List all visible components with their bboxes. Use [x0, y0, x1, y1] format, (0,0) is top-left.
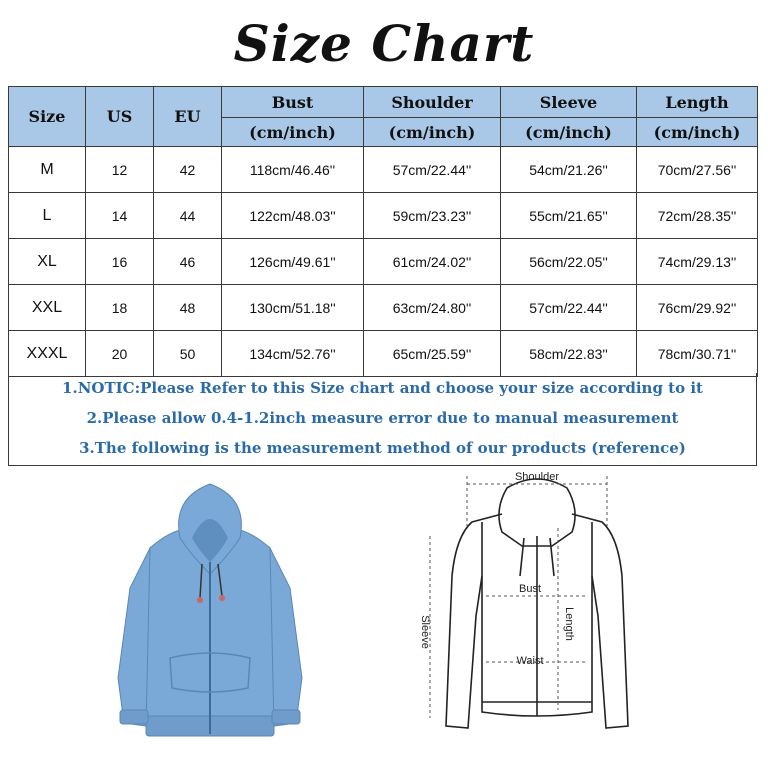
cell-sleeve: 55cm/21.65'' — [501, 193, 637, 239]
label-shoulder: Shoulder — [514, 471, 560, 483]
cell-size: XXL — [9, 285, 86, 331]
cell-bust: 118cm/46.46'' — [222, 147, 364, 193]
header-bust: Bust — [222, 87, 364, 118]
cell-size: XXXL — [9, 331, 86, 377]
cell-sleeve: 58cm/22.83'' — [501, 331, 637, 377]
cell-eu: 48 — [154, 285, 222, 331]
cell-sleeve: 54cm/21.26'' — [501, 147, 637, 193]
cell-length: 76cm/29.92'' — [637, 285, 758, 331]
header-us: US — [86, 87, 154, 147]
measurement-diagram — [412, 466, 662, 756]
header-eu: EU — [154, 87, 222, 147]
cell-us: 12 — [86, 147, 154, 193]
cell-bust: 134cm/52.76'' — [222, 331, 364, 377]
size-table — [8, 86, 758, 377]
cell-bust: 126cm/49.61'' — [222, 239, 364, 285]
table-row — [9, 285, 758, 331]
header-sleeve: Sleeve — [501, 87, 637, 118]
header-unit: (cm/inch) — [364, 118, 501, 147]
cell-shoulder: 61cm/24.02'' — [364, 239, 501, 285]
cell-eu: 42 — [154, 147, 222, 193]
cell-eu: 44 — [154, 193, 222, 239]
cell-shoulder: 59cm/23.23'' — [364, 193, 501, 239]
cell-shoulder: 63cm/24.80'' — [364, 285, 501, 331]
note-3: 3.The following is the measurement method of our products (reference) — [79, 439, 686, 457]
label-length: Length — [563, 607, 575, 641]
cell-size: L — [9, 193, 86, 239]
header-unit: (cm/inch) — [637, 118, 758, 147]
label-bust: Bust — [518, 583, 542, 595]
cell-length: 78cm/30.71'' — [637, 331, 758, 377]
cell-bust: 130cm/51.18'' — [222, 285, 364, 331]
page-title: Size Chart — [233, 14, 535, 73]
cell-length: 72cm/28.35'' — [637, 193, 758, 239]
cell-length: 74cm/29.13'' — [637, 239, 758, 285]
cell-size: XL — [9, 239, 86, 285]
cell-eu: 46 — [154, 239, 222, 285]
header-unit: (cm/inch) — [501, 118, 637, 147]
cell-sleeve: 56cm/22.05'' — [501, 239, 637, 285]
cell-shoulder: 57cm/22.44'' — [364, 147, 501, 193]
table-row — [9, 193, 758, 239]
cell-us: 20 — [86, 331, 154, 377]
header-size: Size — [9, 87, 86, 147]
cell-us: 14 — [86, 193, 154, 239]
cell-length: 70cm/27.56'' — [637, 147, 758, 193]
header-length: Length — [637, 87, 758, 118]
cell-us: 18 — [86, 285, 154, 331]
table-row — [9, 147, 758, 193]
note-2: 2.Please allow 0.4-1.2inch measure error due to manual measurement — [86, 409, 679, 427]
label-sleeve: Sleeve — [419, 615, 431, 649]
hoodie-photo — [110, 478, 310, 758]
cell-size: M — [9, 147, 86, 193]
table-row — [9, 331, 758, 377]
header-shoulder: Shoulder — [364, 87, 501, 118]
label-waist: Waist — [516, 655, 544, 667]
cell-shoulder: 65cm/25.59'' — [364, 331, 501, 377]
cell-eu: 50 — [154, 331, 222, 377]
table-row — [9, 239, 758, 285]
notes-box — [8, 373, 757, 466]
header-unit: (cm/inch) — [222, 118, 364, 147]
cell-bust: 122cm/48.03'' — [222, 193, 364, 239]
cell-us: 16 — [86, 239, 154, 285]
cell-sleeve: 57cm/22.44'' — [501, 285, 637, 331]
note-1: 1.NOTIC:Please Refer to this Size chart and choose your size according to it — [62, 379, 703, 397]
